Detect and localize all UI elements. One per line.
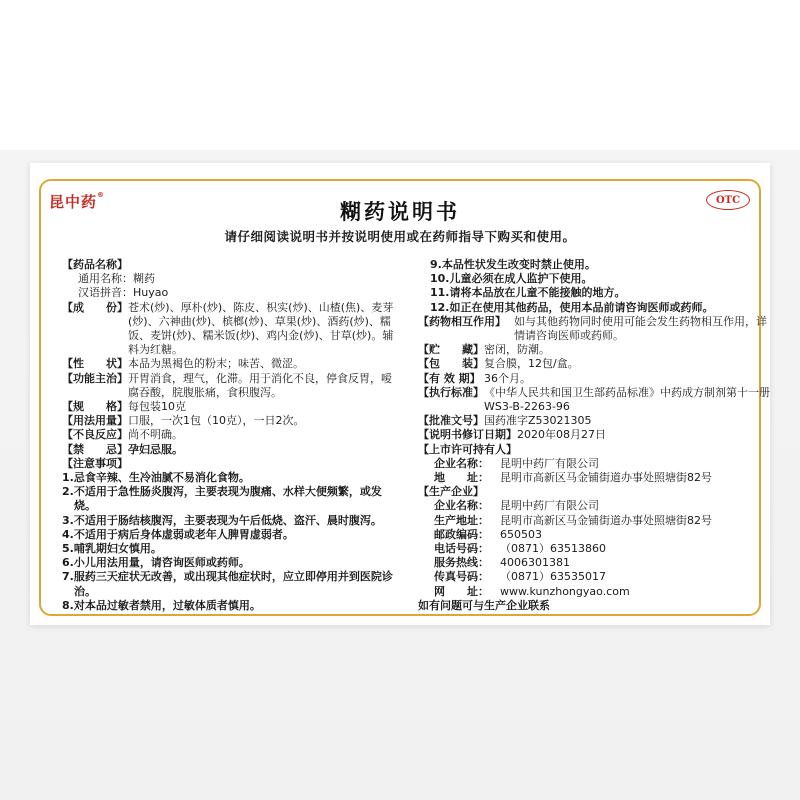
fax-value: （0871）63535017 [500, 570, 606, 584]
adverse-label: 【不良反应】 [62, 428, 128, 442]
phone-value: （0871）63513860 [500, 542, 606, 556]
package-row [418, 357, 770, 371]
interaction-value: 如与其他药物同时使用可能会发生药物相互作用，详情请咨询医师或药师。 [514, 314, 767, 343]
manufacturer-heading: 【生产企业】 [418, 485, 484, 499]
interaction-label: 【药物相互作用】 [418, 314, 506, 328]
fax-label: 传真号码： [434, 570, 489, 584]
otc-badge: OTC [706, 190, 750, 210]
properties-label: 【性 状】 [62, 357, 128, 371]
storage-label: 【贮 藏】 [418, 343, 484, 357]
maker-name-value: 昆明中药厂有限公司 [500, 499, 599, 513]
page-title: 糊药说明书 [340, 200, 460, 224]
approval-value: 国药准字Z53021305 [484, 414, 592, 428]
ingredients-label: 【成 份】 [62, 300, 128, 314]
properties-value: 本品为黑褐色的粉末；味苦、微涩。 [128, 357, 304, 371]
storage-value: 密闭，防潮。 [484, 343, 550, 357]
holder-address-row [418, 471, 770, 485]
brand-logo-text: 昆中药 [49, 193, 98, 211]
registered-mark: ® [97, 191, 106, 199]
generic-name-row [62, 272, 397, 286]
postcode-label: 邮政编码： [434, 527, 489, 541]
spec-row [62, 400, 397, 414]
pinyin-label: 汉语拼音： [78, 286, 133, 300]
phone-label: 电话号码： [434, 542, 489, 556]
standard-row [418, 386, 770, 414]
pinyin-value: Huyao [133, 286, 169, 300]
validity-label: 【有 效 期】 [418, 371, 481, 385]
spec-value: 每包装10克 [128, 400, 186, 414]
precaution-item: 3.不适用于肠结核腹泻，主要表现为午后低烧、盗汗、晨时腹泻。 [62, 513, 382, 527]
holder-address-label: 地 址： [434, 471, 489, 485]
contraindication-row [62, 443, 397, 457]
contraindication-value: 孕妇忌服。 [128, 442, 183, 456]
website-label: 网 址： [434, 584, 489, 598]
precautions-heading: 【注意事项】 [62, 456, 128, 470]
website-row [418, 585, 770, 599]
generic-name-label: 通用名称： [78, 272, 133, 286]
ingredients-row [62, 301, 397, 358]
properties-row [62, 357, 397, 371]
interaction-row [418, 315, 770, 343]
holder-name-label: 企业名称： [434, 456, 489, 470]
precaution-item: 4.不适用于病后身体虚弱或老年人脾胃虚弱者。 [62, 527, 294, 541]
page-subtitle: 请仔细阅读说明书并按说明使用或在药师指导下购买和使用。 [224, 229, 576, 244]
validity-row [418, 372, 770, 386]
maker-address-label: 生产地址： [434, 513, 489, 527]
usage-value: 口服，一次1包（10克），一日2次。 [128, 414, 305, 428]
precaution-item: 2.不适用于急性肠炎腹泻，主要表现为腹痛、水样大便频繁，或发烧。 [62, 485, 382, 513]
pinyin-row [62, 286, 397, 300]
fax-row [418, 570, 770, 584]
contraindication-label: 【禁 忌】 [62, 442, 128, 456]
package-value: 复合膜，12包/盒。 [484, 357, 579, 371]
hotline-row [418, 556, 770, 570]
holder-name-row [418, 457, 770, 471]
standard-label: 【执行标准】 [418, 385, 484, 399]
revision-label: 【说明书修订日期】 [418, 428, 517, 442]
maker-address-value: 昆明市高新区马金铺街道办事处照塘街82号 [500, 513, 712, 527]
precaution-item: 7.服药三天症状无改善，或出现其他症状时，应立即停用并到医院诊治。 [62, 570, 393, 598]
generic-name-value: 糊药 [133, 272, 155, 286]
right-column [418, 258, 770, 613]
maker-name-label: 企业名称： [434, 499, 489, 513]
precaution-item: 11.请将本品放在儿童不能接触的地方。 [430, 286, 626, 300]
adverse-value: 尚不明确。 [128, 428, 183, 442]
approval-label: 【批准文号】 [418, 414, 484, 428]
storage-row [418, 343, 770, 357]
precaution-item: 8.对本品过敏者禁用，过敏体质者慎用。 [62, 598, 261, 612]
indications-value: 开胃消食，理气，化滞。用于消化不良，停食反胃，嗳腐吞酸，脘腹胀痛，食积腹泻。 [128, 371, 392, 399]
phone-row [418, 542, 770, 556]
standard-value: 《中华人民共和国卫生部药品标准》中药成方制剂第十一册WS3-B-2263-96 [484, 385, 770, 414]
drug-name-heading: 【药品名称】 [62, 258, 128, 271]
indications-row [62, 372, 397, 400]
postcode-row [418, 528, 770, 542]
indications-label: 【功能主治】 [62, 371, 128, 385]
maker-address-row [418, 514, 770, 528]
revision-value: 2020年08月27日 [517, 428, 606, 442]
precaution-item: 9.本品性状发生改变时禁止使用。 [430, 258, 596, 271]
precaution-item: 12.如正在使用其他药品，使用本品前请咨询医师或药师。 [430, 300, 714, 314]
holder-name-value: 昆明中药厂有限公司 [500, 456, 599, 470]
left-column [62, 258, 397, 613]
precaution-item: 10.儿童必须在成人监护下使用。 [430, 272, 593, 286]
holder-heading: 【上市许可持有人】 [418, 442, 517, 456]
contact-footer: 如有问题可与生产企业联系 [418, 598, 550, 612]
maker-name-row [418, 499, 770, 513]
hotline-label: 服务热线： [434, 556, 489, 570]
package-label: 【包 装】 [418, 357, 484, 371]
spec-label: 【规 格】 [62, 400, 128, 414]
precaution-item: 5.哺乳期妇女慎用。 [62, 542, 162, 556]
usage-label: 【用法用量】 [62, 414, 128, 428]
hotline-value: 4006301381 [500, 556, 570, 570]
ingredients-value: 苍术(炒)、厚朴(炒)、陈皮、枳实(炒)、山楂(焦)、麦芽(炒)、六神曲(炒)、槟榔(炒)、草果(炒)、酒药(炒)、糯饭、麦饼(炒)、糯米饭(炒)、鸡内金(炒)、甘草(炒)。辅料为红糖。 [128, 300, 394, 357]
usage-row [62, 414, 397, 428]
revision-row [418, 428, 770, 442]
validity-value: 36个月。 [484, 371, 531, 385]
website-value: www.kunzhongyao.com [500, 584, 630, 598]
adverse-row [62, 428, 397, 442]
precaution-item: 1.忌食辛辣、生冷油腻不易消化食物。 [62, 471, 250, 485]
precaution-item: 6.小儿用法用量，请咨询医师或药师。 [62, 556, 250, 570]
approval-row [418, 414, 770, 428]
holder-address-value: 昆明市高新区马金铺街道办事处照塘街82号 [500, 471, 712, 485]
postcode-value: 650503 [500, 527, 542, 541]
